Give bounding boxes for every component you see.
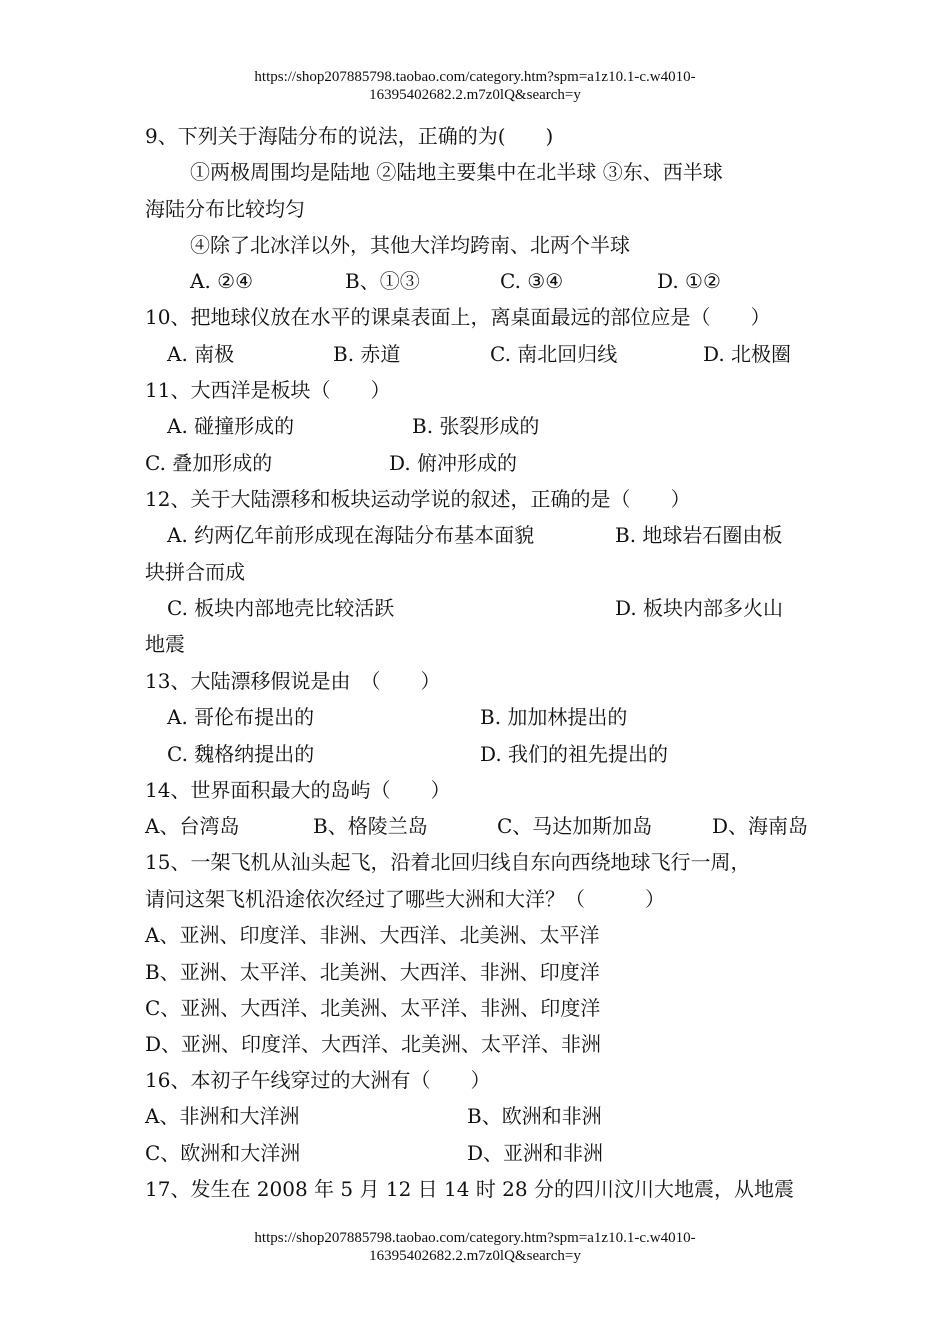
header-url-line-1: https://shop207885798.taobao.com/category.htm?spm=a1z10.1-c.w4010- bbox=[254, 69, 696, 85]
q9-option-a: A. ②④ bbox=[190, 269, 254, 293]
q14-option-a: A、台湾岛 bbox=[145, 814, 240, 838]
q11-stem: 11、大西洋是板块（ ） bbox=[145, 378, 391, 402]
q12-option-a: A. 约两亿年前形成现在海陆分布基本面貌 bbox=[167, 523, 535, 547]
q13-stem: 13、大陆漂移假说是由 （ ） bbox=[145, 669, 441, 693]
q12-stem: 12、关于大陆漂移和板块运动学说的叙述，正确的是（ ） bbox=[145, 487, 691, 511]
q14-option-d: D、海南岛 bbox=[712, 814, 809, 838]
q12-option-d: D. 板块内部多火山 bbox=[615, 596, 784, 620]
q14-option-b: B、格陵兰岛 bbox=[313, 814, 428, 838]
q13-option-c: C. 魏格纳提出的 bbox=[167, 742, 315, 766]
q11-option-a: A. 碰撞形成的 bbox=[167, 414, 295, 438]
page-footer bbox=[0, 1229, 950, 1265]
q16-option-d: D、亚洲和非洲 bbox=[467, 1141, 604, 1165]
q11-option-c: C. 叠加形成的 bbox=[145, 451, 273, 475]
q16-option-a: A、非洲和大洋洲 bbox=[145, 1104, 300, 1128]
q15-option-c: C、亚洲、大西洋、北美洲、太平洋、非洲、印度洋 bbox=[145, 996, 601, 1020]
q9-option-d: D. ①② bbox=[657, 269, 721, 293]
q10-stem: 10、把地球仪放在水平的课桌表面上，离桌面最远的部位应是（ ） bbox=[145, 305, 771, 329]
q13-option-d: D. 我们的祖先提出的 bbox=[480, 742, 669, 766]
q13-option-b: B. 加加林提出的 bbox=[480, 705, 628, 729]
q9-statement-1: ①两极周围均是陆地 ②陆地主要集中在北半球 ③东、西半球 bbox=[190, 160, 723, 184]
header-url-line-2: 16395402682.2.m7z0lQ&search=y bbox=[369, 87, 581, 103]
q10-option-d: D. 北极圈 bbox=[703, 342, 792, 366]
q15-option-d: D、亚洲、印度洋、大西洋、北美洲、太平洋、非洲 bbox=[145, 1032, 602, 1056]
q15-option-a: A、亚洲、印度洋、非洲、大西洋、北美洲、太平洋 bbox=[145, 923, 600, 947]
q11-option-d: D. 俯冲形成的 bbox=[389, 451, 518, 475]
q14-stem: 14、世界面积最大的岛屿（ ） bbox=[145, 778, 451, 802]
q16-option-b: B、欧洲和非洲 bbox=[467, 1104, 602, 1128]
q12-option-d-cont: 地震 bbox=[145, 632, 185, 656]
q9-option-b: B、①③ bbox=[345, 269, 420, 293]
q9-statement-1-cont: 海陆分布比较均匀 bbox=[145, 197, 305, 221]
q10-option-b: B. 赤道 bbox=[333, 342, 401, 366]
q9-option-c: C. ③④ bbox=[500, 269, 564, 293]
q13-option-a: A. 哥伦布提出的 bbox=[167, 705, 315, 729]
q12-option-c: C. 板块内部地壳比较活跃 bbox=[167, 596, 395, 620]
footer-url-line-2: 16395402682.2.m7z0lQ&search=y bbox=[369, 1248, 581, 1264]
q9-statement-4: ④除了北冰洋以外，其他大洋均跨南、北两个半球 bbox=[190, 233, 630, 257]
q10-option-c: C. 南北回归线 bbox=[490, 342, 618, 366]
q12-option-b-cont: 块拼合而成 bbox=[145, 560, 245, 584]
page-header bbox=[0, 68, 950, 104]
q10-option-a: A. 南极 bbox=[167, 342, 235, 366]
q17-stem: 17、发生在 2008 年 5 月 12 日 14 时 28 分的四川汶川大地震，从地震 bbox=[145, 1177, 794, 1201]
q15-stem: 15、一架飞机从汕头起飞，沿着北回归线自东向西绕地球飞行一周， bbox=[145, 850, 751, 874]
q9-stem: 9、下列关于海陆分布的说法，正确的为( ) bbox=[145, 124, 554, 148]
q11-option-b: B. 张裂形成的 bbox=[412, 414, 540, 438]
q15-stem-cont: 请问这架飞机沿途依次经过了哪些大洲和大洋？（ ） bbox=[145, 887, 665, 911]
q15-option-b: B、亚洲、太平洋、北美洲、大西洋、非洲、印度洋 bbox=[145, 960, 600, 984]
q16-option-c: C、欧洲和大洋洲 bbox=[145, 1141, 301, 1165]
footer-url-line-1: https://shop207885798.taobao.com/category.htm?spm=a1z10.1-c.w4010- bbox=[254, 1230, 696, 1246]
q12-option-b: B. 地球岩石圈由板 bbox=[615, 523, 783, 547]
q14-option-c: C、马达加斯加岛 bbox=[497, 814, 653, 838]
q16-stem: 16、本初子午线穿过的大洲有（ ） bbox=[145, 1068, 491, 1092]
